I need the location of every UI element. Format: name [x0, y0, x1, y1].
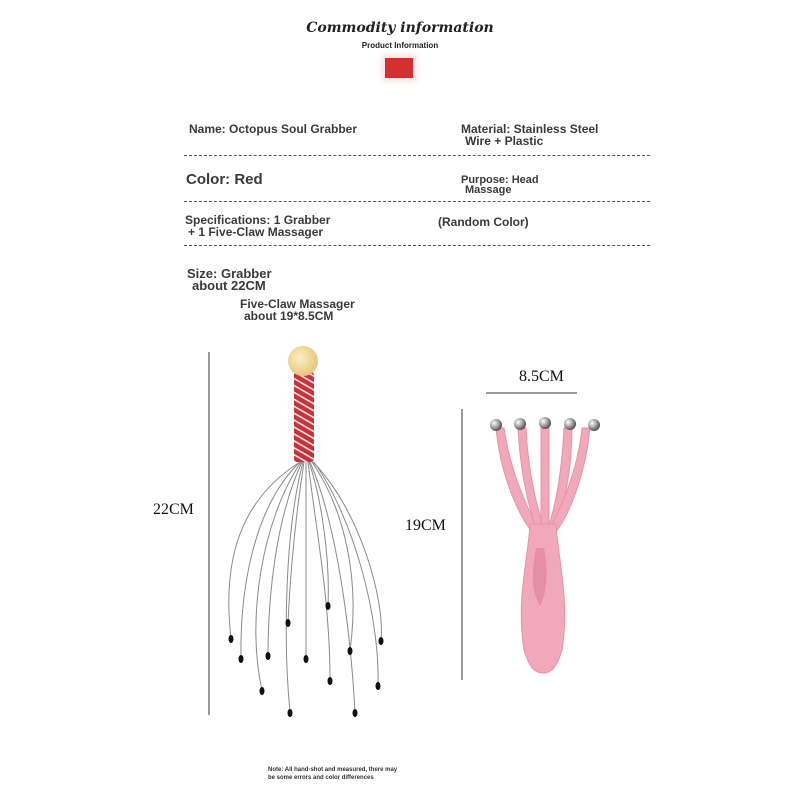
material-line-2: Wire + Plastic	[465, 134, 544, 148]
massager-height-label: 19CM	[405, 517, 446, 534]
size-line-2: about 22CM	[192, 278, 266, 293]
note-line-2: be some errors and color differences	[268, 775, 374, 781]
grabber-wires	[229, 462, 382, 712]
grabber-handle	[294, 372, 314, 462]
material-line-1: Material: Stainless Steel	[461, 122, 599, 136]
purpose-line-2: Massage	[465, 184, 512, 196]
massager-width-label: 8.5CM	[519, 368, 564, 385]
disclaimer-note	[268, 766, 438, 782]
note-line-1: Note: All hand-shot and measured, there may	[268, 767, 398, 773]
grabber-height-label: 22CM	[153, 501, 194, 518]
random-color-note: (Random Color)	[438, 215, 529, 229]
massager-line-1: Five-Claw Massager	[240, 297, 355, 311]
spec-line-1: Specifications: 1 Grabber	[185, 213, 331, 227]
product-color: Color: Red	[186, 171, 263, 188]
size-line-1: Size: Grabber	[187, 266, 272, 281]
massager-line-2: about 19*8.5CM	[244, 309, 334, 323]
grabber-knob	[288, 346, 318, 376]
purpose-line-1: Purpose: Head	[461, 174, 539, 186]
product-info-subtitle: Product Information	[361, 41, 439, 50]
commodity-info-title: Commodity information	[306, 20, 494, 36]
spec-line-2: + 1 Five-Claw Massager	[188, 225, 324, 239]
product-name: Name: Octopus Soul Grabber	[189, 122, 358, 136]
